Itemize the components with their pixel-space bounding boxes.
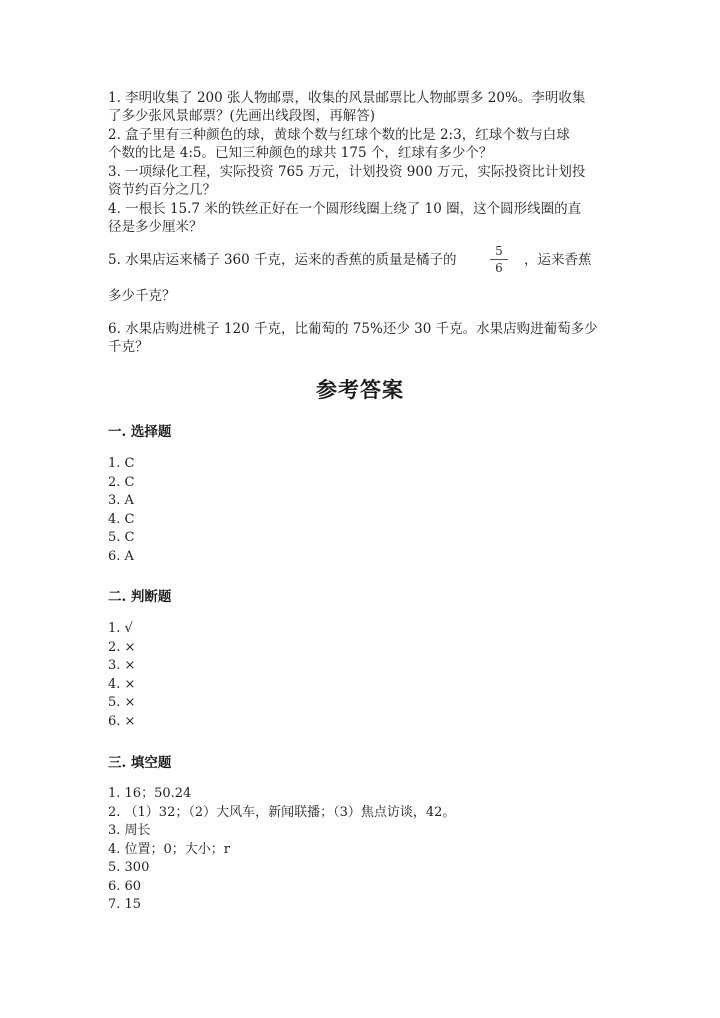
answer-item: 6. 60 — [108, 878, 142, 894]
question-3 — [108, 163, 608, 199]
question-line: 4. 一根长 15.7 米的铁丝正好在一个圆形线圈上绕了 10 圈，这个圆形线圈的直 — [108, 201, 582, 217]
question-line: 资节约百分之几？ — [108, 182, 216, 198]
answer-item: 2. C — [108, 474, 135, 490]
answer-item: 2. × — [108, 639, 136, 655]
answer-item: 1. 16；50.24 — [108, 786, 192, 801]
answer-item: 7. 15 — [108, 897, 142, 912]
question-5-line-c: 多少千克？ — [108, 288, 176, 304]
answer-item: 5. × — [108, 695, 136, 710]
fraction-bar — [490, 259, 508, 260]
question-line: 径是多少厘米？ — [108, 219, 203, 235]
answer-item: 1. C — [108, 456, 135, 471]
question-2 — [108, 126, 608, 162]
question-line: 千克？ — [108, 339, 149, 355]
answer-list-judgement — [108, 620, 135, 731]
question-5-line-a: 5. 水果店运来橘子 360 千克，运来的香蕉的质量是橘子的 — [108, 252, 457, 268]
fraction-five-sixths — [490, 244, 508, 275]
section-heading-fill-in: 三. 填空题 — [108, 755, 172, 771]
question-line: 6. 水果店购进桃子 120 千克，比葡萄的 75%还少 30 千克。水果店购进葡萄多少 — [108, 321, 598, 337]
answer-item: 4. C — [108, 511, 135, 527]
fraction-numerator: 5 — [495, 244, 503, 258]
answer-list-choice — [108, 455, 134, 566]
answer-item: 5. C — [108, 530, 135, 545]
question-4 — [108, 200, 608, 236]
question-line: 个数的比是 4:5。已知三种颜色的球共 175 个，红球有多少个？ — [108, 145, 493, 161]
answer-item: 1. √ — [108, 621, 133, 636]
question-line: 1. 李明收集了 200 张人物邮票，收集的风景邮票比人物邮票多 20%。李明收集 — [108, 90, 586, 106]
section-heading-choice: 一. 选择题 — [108, 424, 172, 440]
question-line: 2. 盒子里有三种颜色的球，黄球个数与红球个数的比是 2:3，红球个数与白球 — [108, 127, 570, 143]
question-5-line-b: ，运来香蕉 — [524, 252, 592, 268]
answer-title: 参考答案 — [316, 377, 404, 402]
fraction-denominator: 6 — [495, 261, 503, 275]
question-1 — [108, 89, 608, 125]
question-line: 3. 一项绿化工程，实际投资 765 万元，计划投资 900 万元，实际投资比计划投 — [108, 164, 586, 180]
section-heading-judgement: 二. 判断题 — [108, 589, 172, 605]
answer-item: 4. 位置；0；大小；r — [108, 841, 231, 857]
answer-item: 2. （1）32；（2）大风车，新闻联播；（3）焦点访谈，42。 — [108, 804, 456, 820]
answer-item: 3. × — [108, 658, 136, 673]
answer-item: 4. × — [108, 676, 136, 692]
answer-item: 3. 周长 — [108, 823, 151, 838]
answer-item: 6. A — [108, 548, 134, 564]
question-line: 了多少张风景邮票？(先画出线段图，再解答) — [108, 108, 376, 124]
answer-item: 3. A — [108, 493, 134, 508]
answer-item: 6. × — [108, 713, 136, 729]
question-6 — [108, 320, 608, 356]
answer-item: 5. 300 — [108, 860, 150, 875]
answer-list-fill-in — [108, 785, 455, 915]
